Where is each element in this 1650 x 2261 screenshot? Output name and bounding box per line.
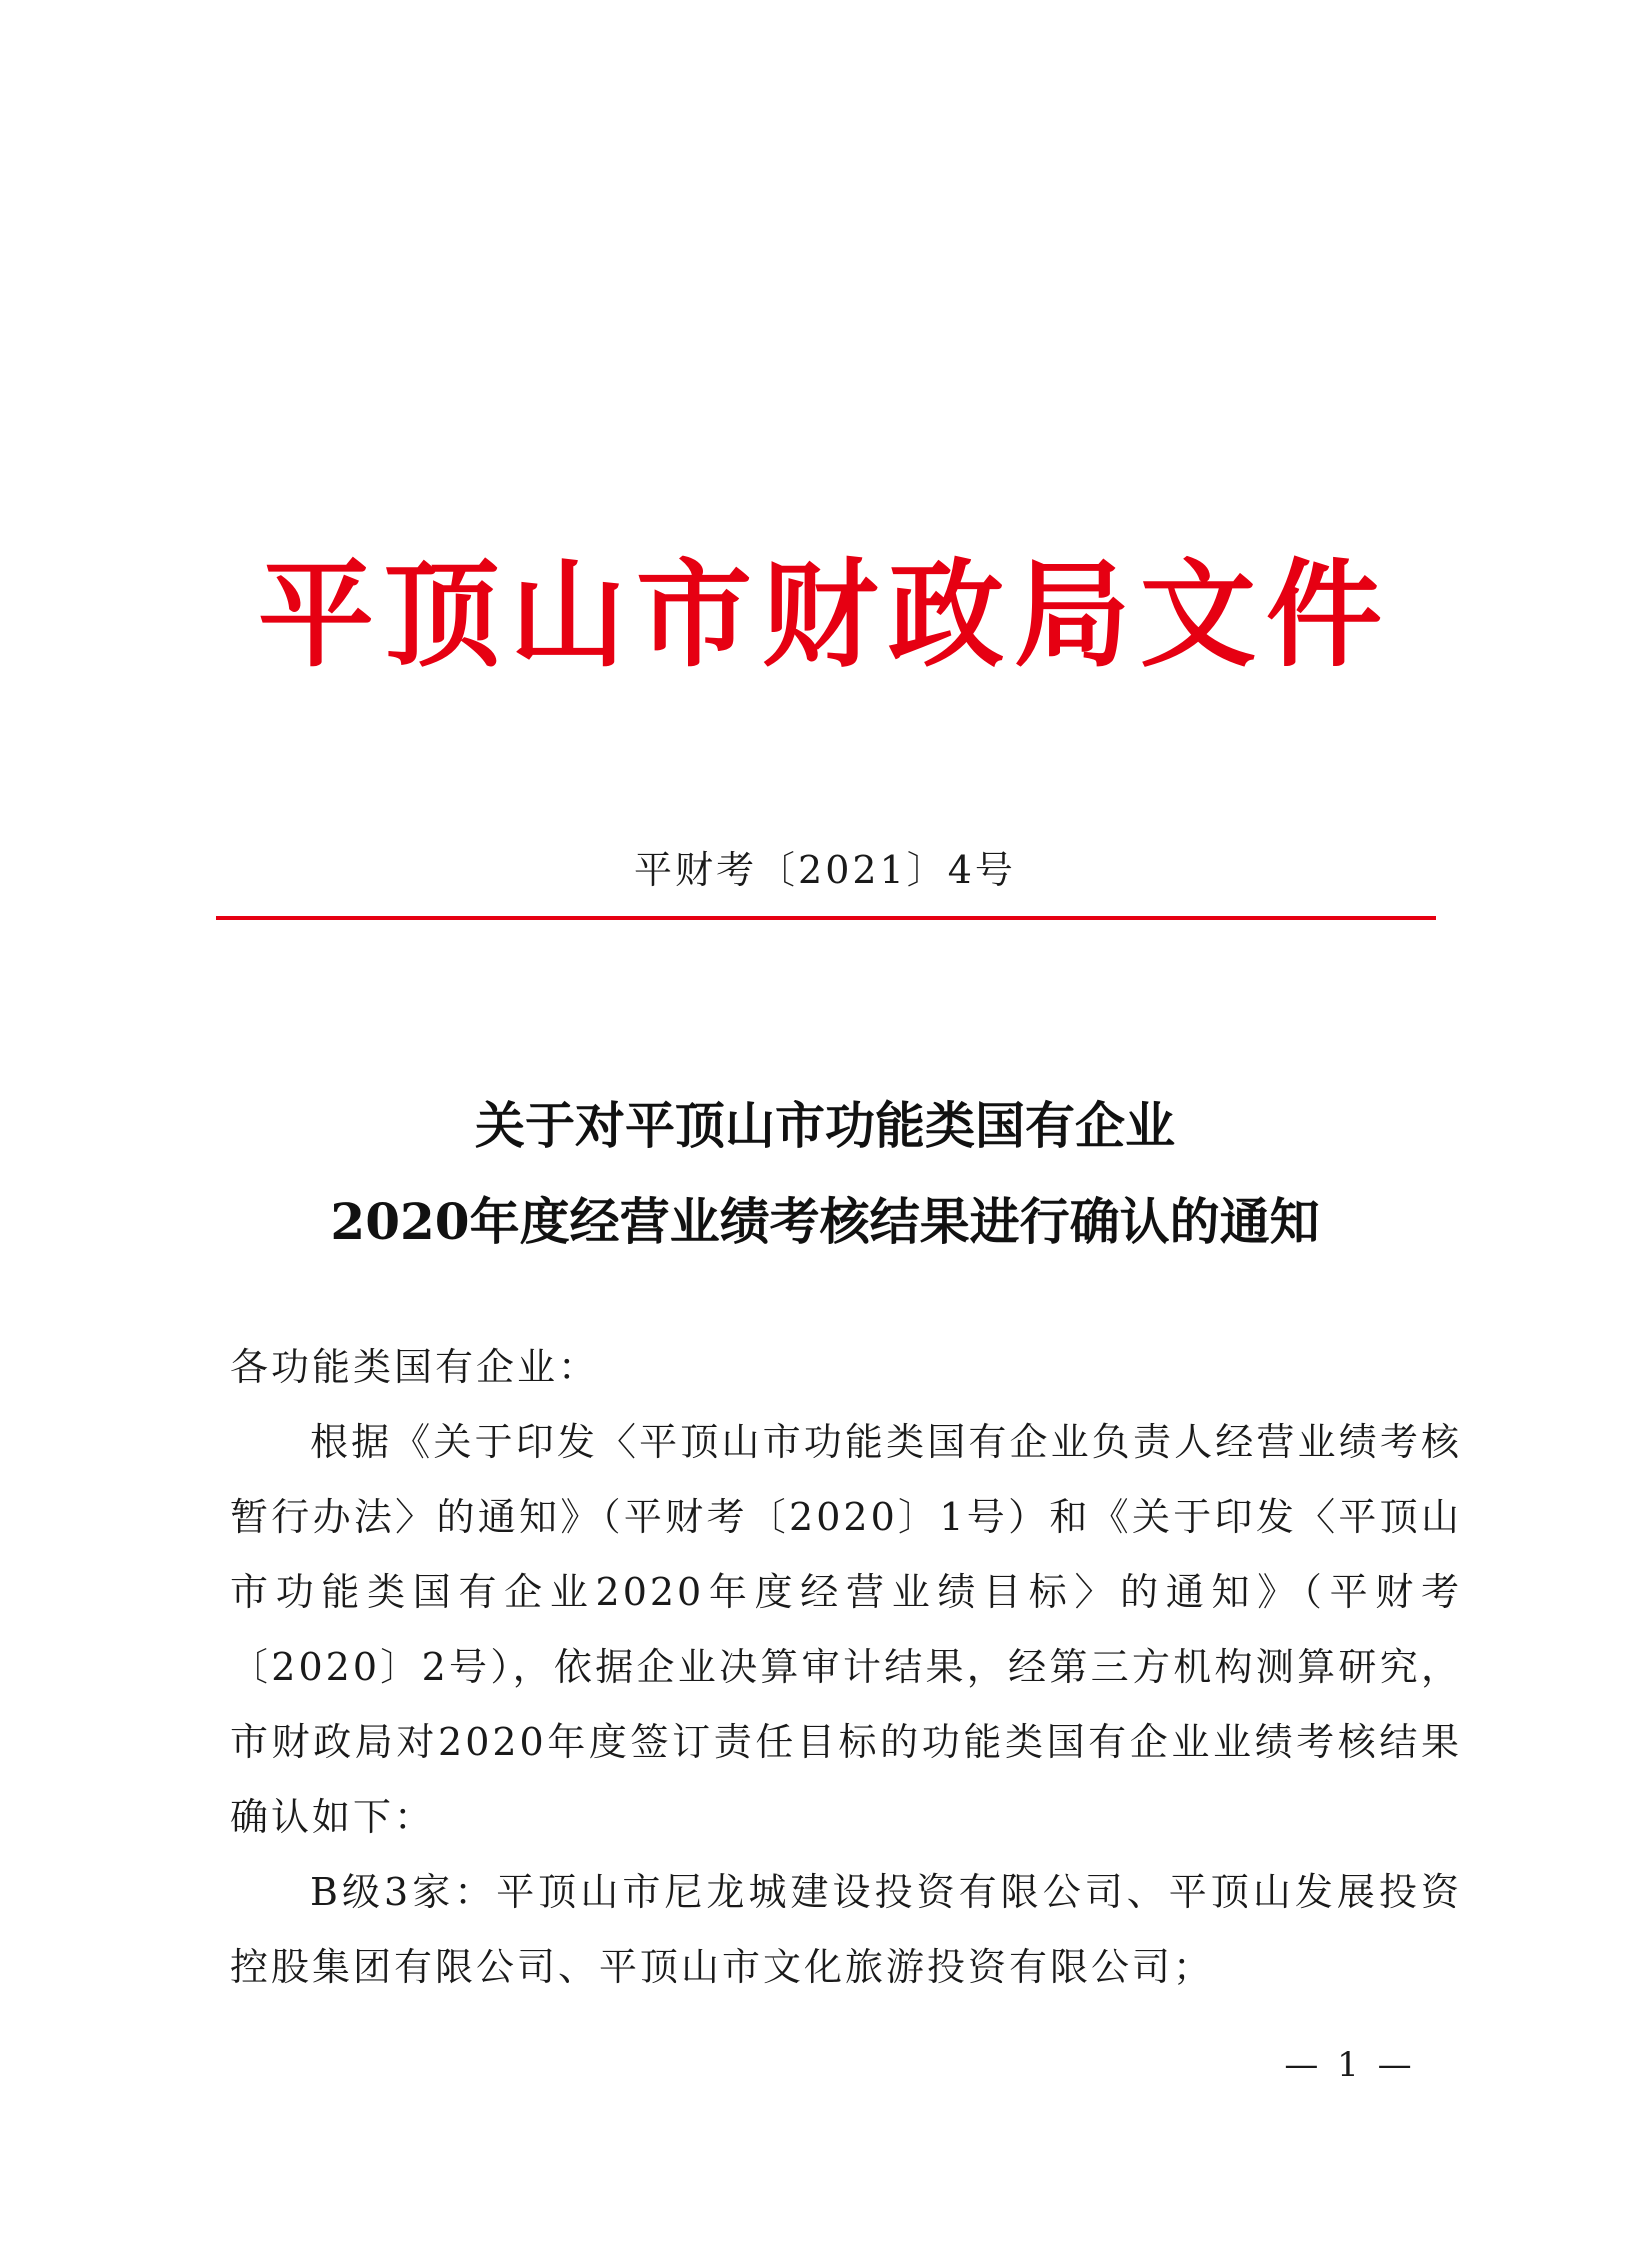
red-divider-line xyxy=(216,916,1436,920)
document-number: 平财考〔2021〕4号 xyxy=(634,848,1016,892)
issuer-title: 平顶山市财政局文件 xyxy=(258,547,1392,683)
page-number: — 1 — xyxy=(1284,2045,1416,2085)
notice-title-line-2: 2020年度经营业绩考核结果进行确认的通知 xyxy=(330,1192,1320,1251)
notice-title xyxy=(0,1078,1650,1270)
notice-title-line-1: 关于对平顶山市功能类国有企业 xyxy=(475,1096,1175,1155)
notice-body xyxy=(230,1330,1462,2005)
paragraph-basis: 根据《关于印发〈平顶山市功能类国有企业负责人经营业绩考核暂行办法〉的通知》（平财考〔2020〕1号）和《关于印发〈平顶山市功能类国有企业2020年度经营业绩目标〉的通知》（平财考〔2020〕2号），依据企业决算审计结果，经第三方机构测算研究，市财政局对2020年度签订责任目标的功能类国有企业业绩考核结果确认如下： xyxy=(230,1420,1462,1839)
paragraph-grade-b: B级3家：平顶山市尼龙城建设投资有限公司、平顶山发展投资控股集团有限公司、平顶山市文化旅游投资有限公司； xyxy=(230,1870,1462,1989)
salutation: 各功能类国有企业： xyxy=(230,1345,600,1389)
